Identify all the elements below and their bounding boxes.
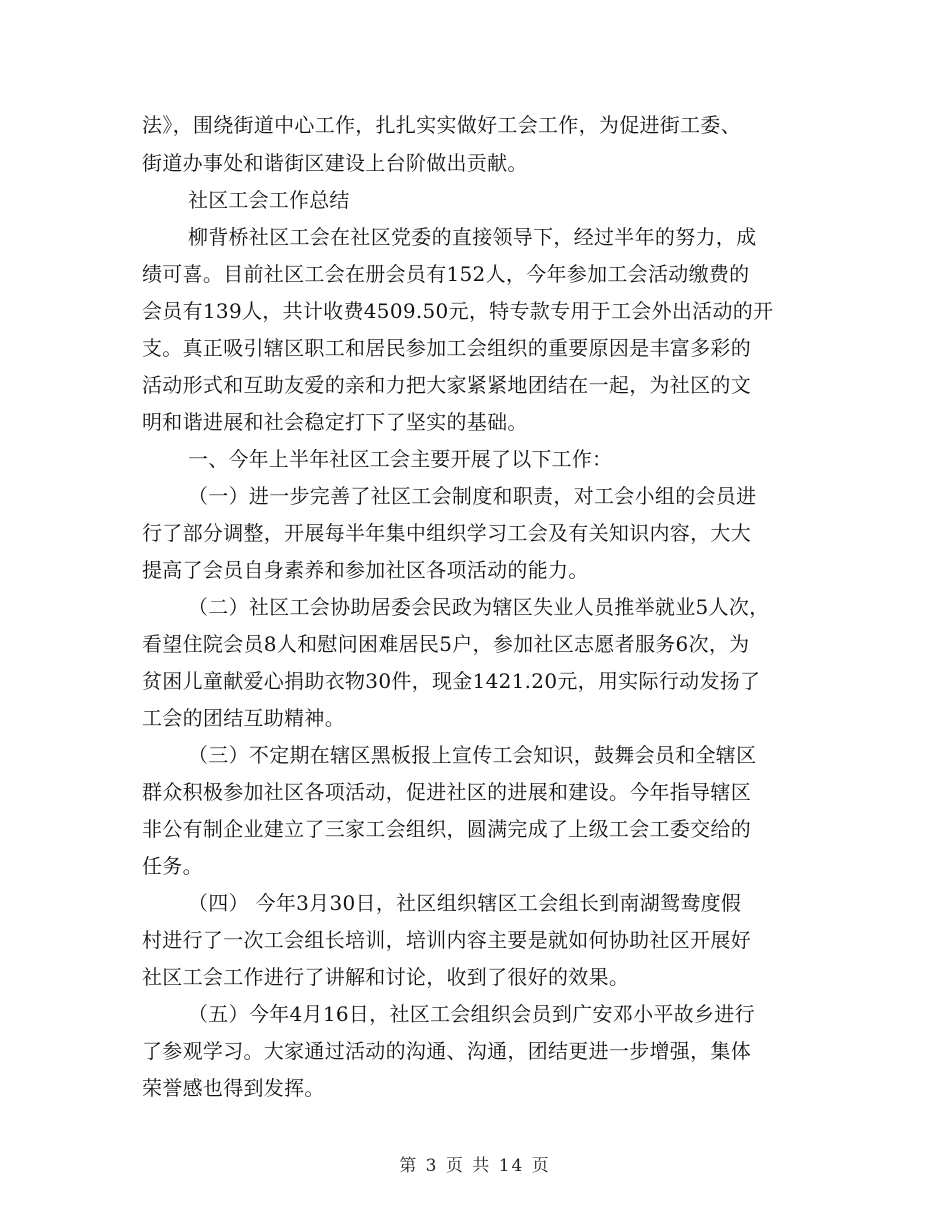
- text-line: 工会的团结互助精神。: [142, 706, 345, 730]
- section-heading: 一、今年上半年社区工会主要开展了以下工作：: [188, 447, 613, 471]
- text-line: 柳背桥社区工会在社区党委的直接领导下，经过半年的努力，成: [188, 225, 757, 249]
- text-line: 行了部分调整，开展每半年集中组织学习工会及有关知识内容，大大: [142, 521, 751, 545]
- text-line: 看望住院会员8人和慰问困难居民5户，参加社区志愿者服务6次，为: [142, 632, 750, 656]
- text-line: 荣誉感也得到发挥。: [142, 1076, 325, 1100]
- text-line: 任务。: [142, 854, 203, 878]
- text-line: 社区工会工作进行了讲解和讨论，收到了很好的效果。: [142, 965, 630, 989]
- text-line: 会员有139人，共计收费4509.50元，特专款专用于工会外出活动的开: [142, 299, 774, 323]
- text-line: 了参观学习。大家通过活动的沟通、沟通，团结更进一步增强，集体: [142, 1039, 751, 1063]
- text-line: 村进行了一次工会组长培训，培训内容主要是就如何协助社区开展好: [142, 928, 751, 952]
- text-line: 提高了会员自身素养和参加社区各项活动的能力。: [142, 558, 589, 582]
- text-line: 活动形式和互助友爱的亲和力把大家紧紧地团结在一起，为社区的文: [142, 373, 751, 397]
- text-line: （二）社区工会协助居委会民政为辖区失业人员推举就业5人次，: [188, 595, 770, 619]
- text-line: （五）今年4月16日，社区工会组织会员到广安邓小平故乡进行: [188, 1002, 755, 1026]
- text-line: 群众积极参加社区各项活动，促进社区的进展和建设。今年指导辖区: [142, 780, 751, 804]
- text-line: （三）不定期在辖区黑板报上宣传工会知识，鼓舞会员和全辖区: [188, 743, 757, 767]
- text-line: 街道办事处和谐街区建设上台阶做出贡献。: [142, 151, 528, 175]
- text-line: 贫困儿童献爱心捐助衣物30件，现金1421.20元，用实际行动发扬了: [142, 669, 761, 693]
- text-line: 法》，围绕街道中心工作，扎扎实实做好工会工作，为促进街工委、: [142, 113, 741, 137]
- page-number-footer: 第 3 页 共 14 页: [399, 1156, 551, 1176]
- text-line: 非公有制企业建立了三家工会组织，圆满完成了上级工会工委交给的: [142, 817, 751, 841]
- text-line: 支。真正吸引辖区职工和居民参加工会组织的重要原因是丰富多彩的: [142, 336, 751, 360]
- text-line: （一）进一步完善了社区工会制度和职责，对工会小组的会员进: [188, 484, 757, 508]
- section-title: 社区工会工作总结: [188, 188, 350, 212]
- text-line: （四） 今年3月30日，社区组织辖区工会组长到南湖鸳鸯度假: [188, 891, 742, 915]
- text-line: 绩可喜。目前社区工会在册会员有152人，今年参加工会活动缴费的: [142, 262, 750, 286]
- text-line: 明和谐进展和社会稳定打下了坚实的基础。: [142, 410, 528, 434]
